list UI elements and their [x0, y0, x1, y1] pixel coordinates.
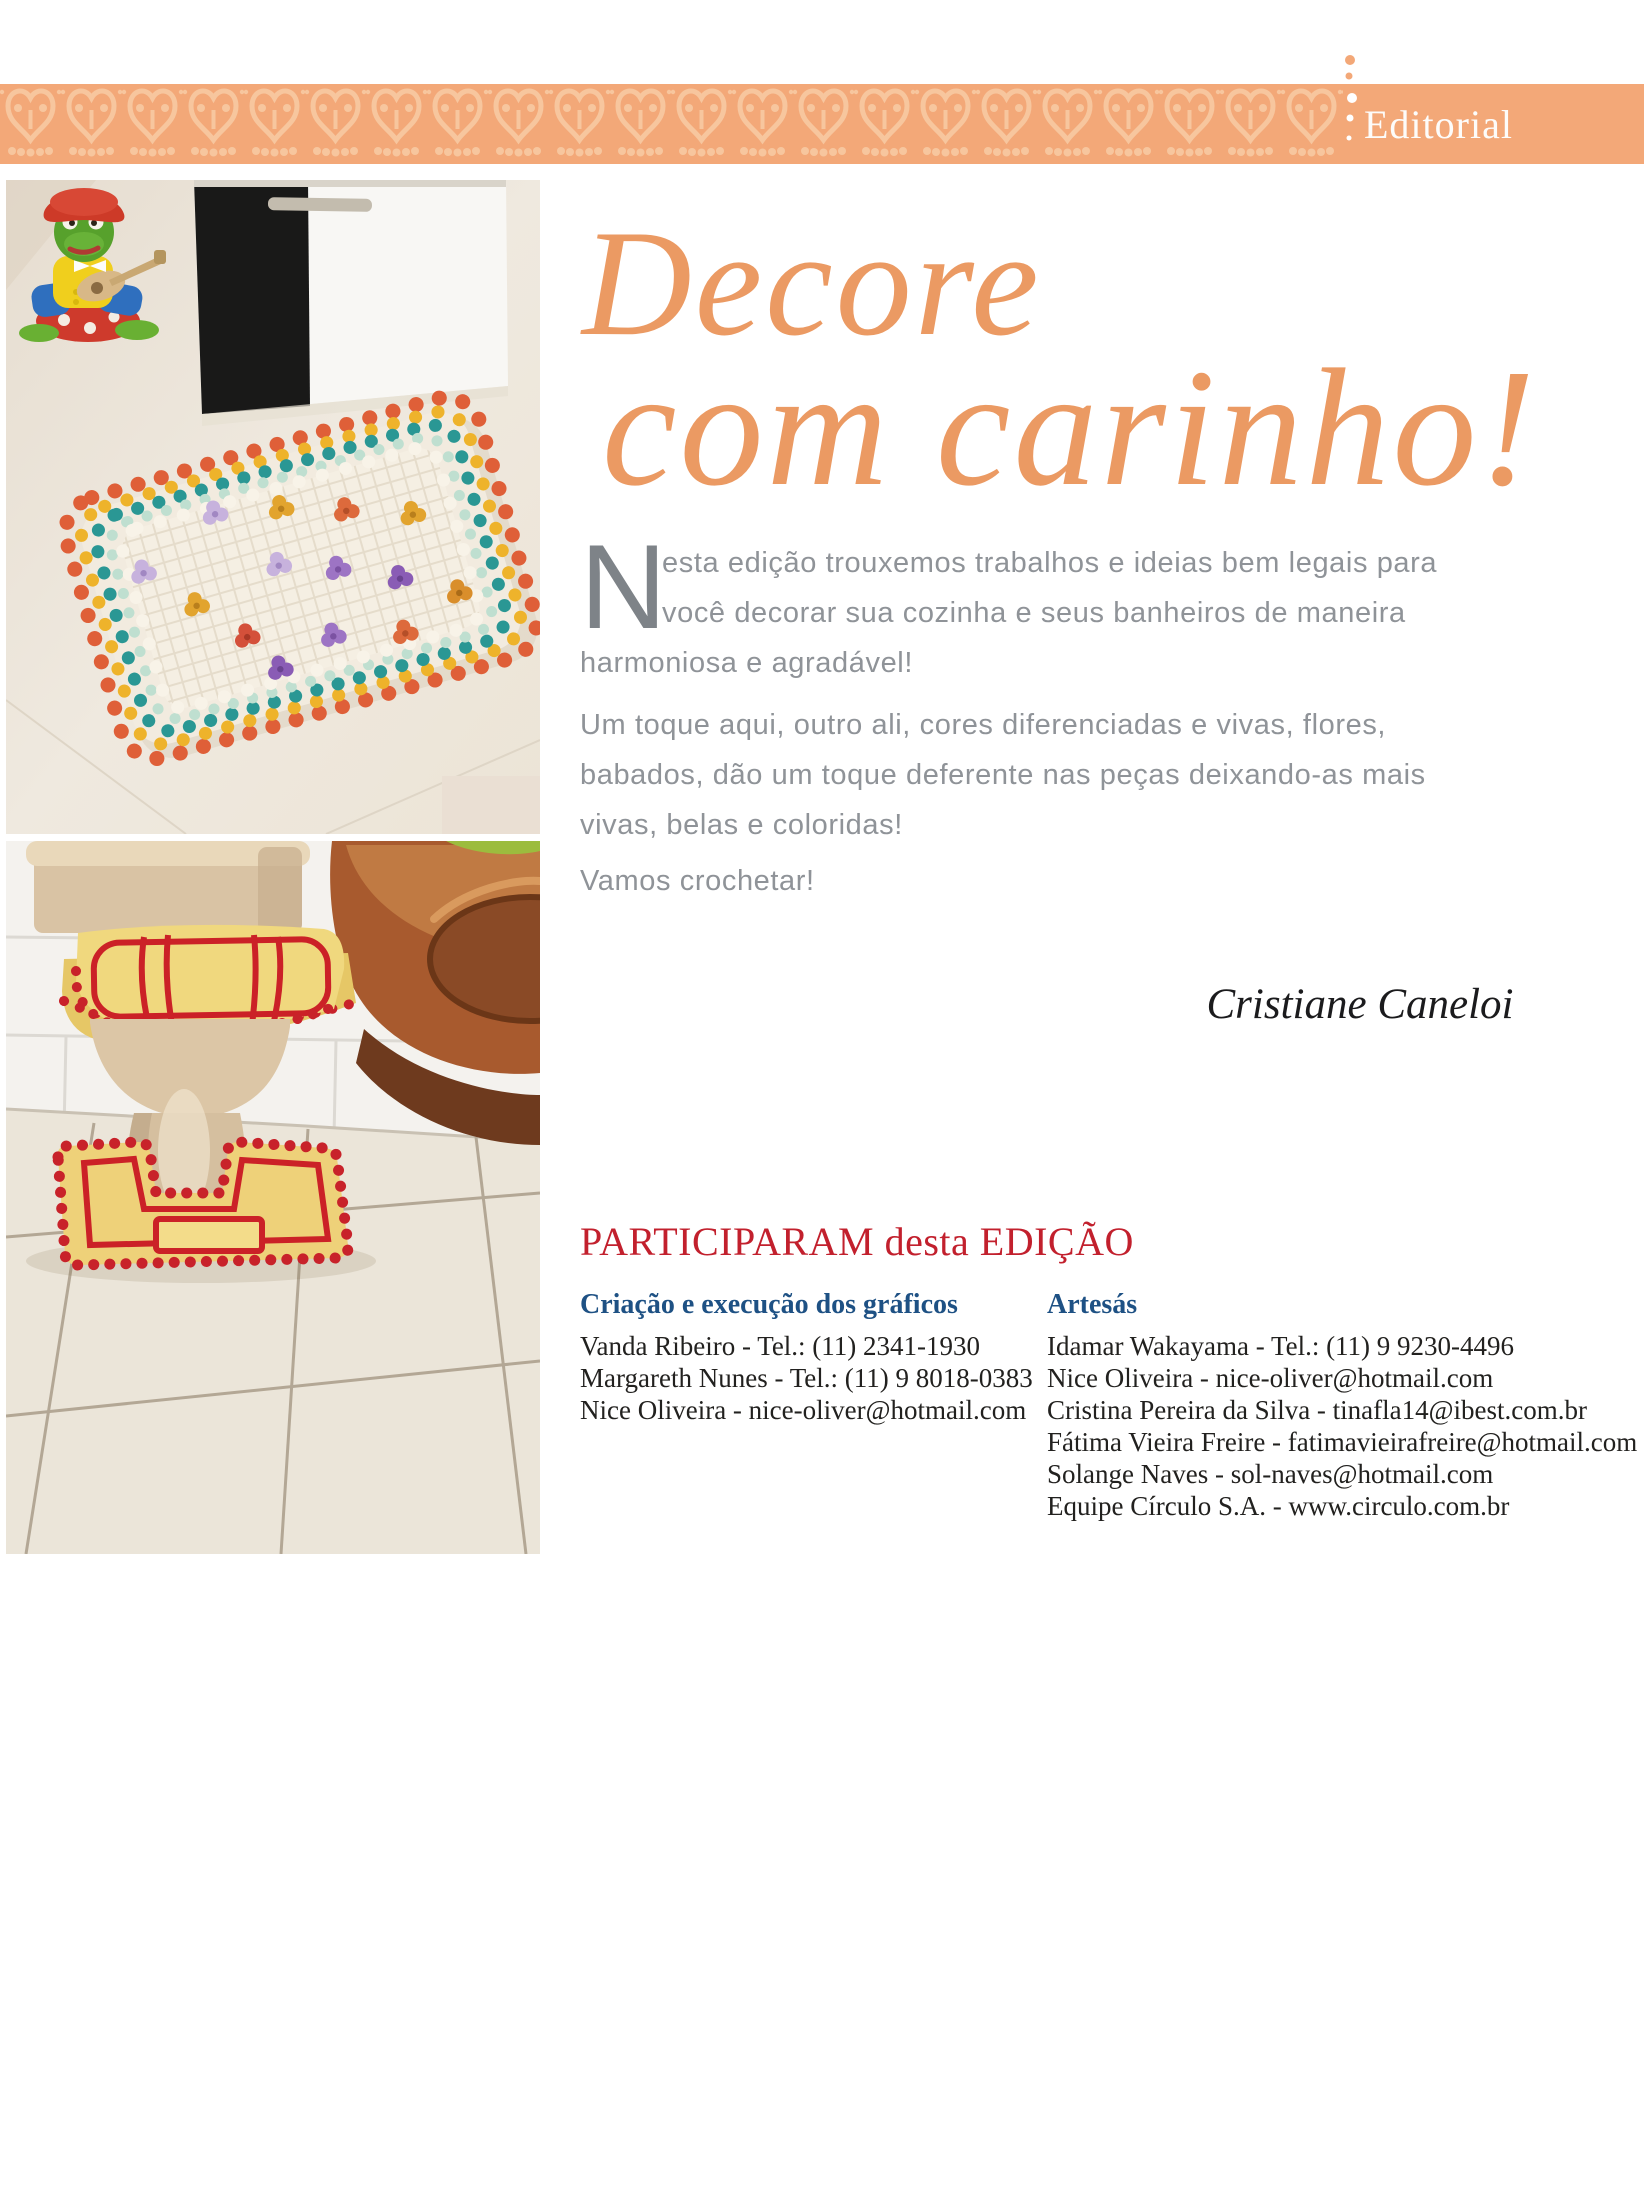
- white-cabinet: [194, 180, 508, 426]
- orange-dots-mark-icon: [1340, 50, 1360, 84]
- editorial-paragraph-1: [580, 520, 1470, 688]
- column-title: Artesás: [1047, 1289, 1138, 1320]
- page-title-line2: com carinho!: [602, 335, 1539, 521]
- paragraph-line: você decorar sua cozinha e seus banheiros de maneira: [662, 597, 1406, 629]
- crochet-rug-with-frog-toy-photo: [6, 180, 540, 834]
- editorial-paragraph-3: Vamos crochetar!: [580, 865, 815, 897]
- toilet-tank: [26, 841, 310, 933]
- top-decorative-band: [0, 84, 1644, 164]
- editorial-paragraph-2: [580, 700, 1470, 850]
- credit-entry: Idamar Wakayama - Tel.: (11) 9 9230-4496: [1047, 1331, 1515, 1361]
- participants-column-artisans: [1047, 1289, 1638, 1522]
- paragraph-line: babados, dão um toque deferente nas peças deixando-as mais: [580, 759, 1426, 791]
- credit-entry: Solange Naves - sol-naves@hotmail.com: [1047, 1459, 1494, 1489]
- credit-entry: Margareth Nunes - Tel.: (11) 9 8018-0383: [580, 1363, 1033, 1393]
- paragraph-line: harmoniosa e agradável!: [580, 647, 913, 679]
- section-label: Editorial: [1364, 102, 1513, 147]
- toilet-crochet-cover-set-photo: [6, 841, 540, 1554]
- credit-entry: Vanda Ribeiro - Tel.: (11) 2341-1930: [580, 1331, 981, 1361]
- credit-entry: Equipe Círculo S.A. - www.circulo.com.br: [1047, 1491, 1510, 1521]
- credit-entry: Nice Oliveira - nice-oliver@hotmail.com: [1047, 1363, 1494, 1393]
- credit-entry: Nice Oliveira - nice-oliver@hotmail.com: [580, 1395, 1027, 1425]
- paragraph-line: vivas, belas e coloridas!: [580, 809, 903, 841]
- paragraph-line: esta edição trouxemos trabalhos e ideias bem legais para: [662, 547, 1438, 579]
- editor-signature: Cristiane Caneloi: [1206, 981, 1514, 1028]
- dropcap-letter: N: [580, 520, 667, 654]
- participants-column-graphics: [580, 1289, 1047, 1522]
- column-title: Criação e execução dos gráficos: [580, 1289, 958, 1320]
- paragraph-line: Um toque aqui, outro ali, cores diferenciadas e vivas, flores,: [580, 709, 1387, 741]
- credit-entry: Fátima Vieira Freire - fatimavieirafreire@hotmail.com: [1047, 1427, 1638, 1457]
- page-title-line1: Decore: [582, 199, 1042, 367]
- credit-entry: Cristina Pereira da Silva - tinafla14@ibest.com.br: [1047, 1395, 1587, 1425]
- participants-heading: PARTICIPARAM desta EDIÇÃO: [580, 1219, 1134, 1264]
- participants-section: [580, 1218, 1638, 1522]
